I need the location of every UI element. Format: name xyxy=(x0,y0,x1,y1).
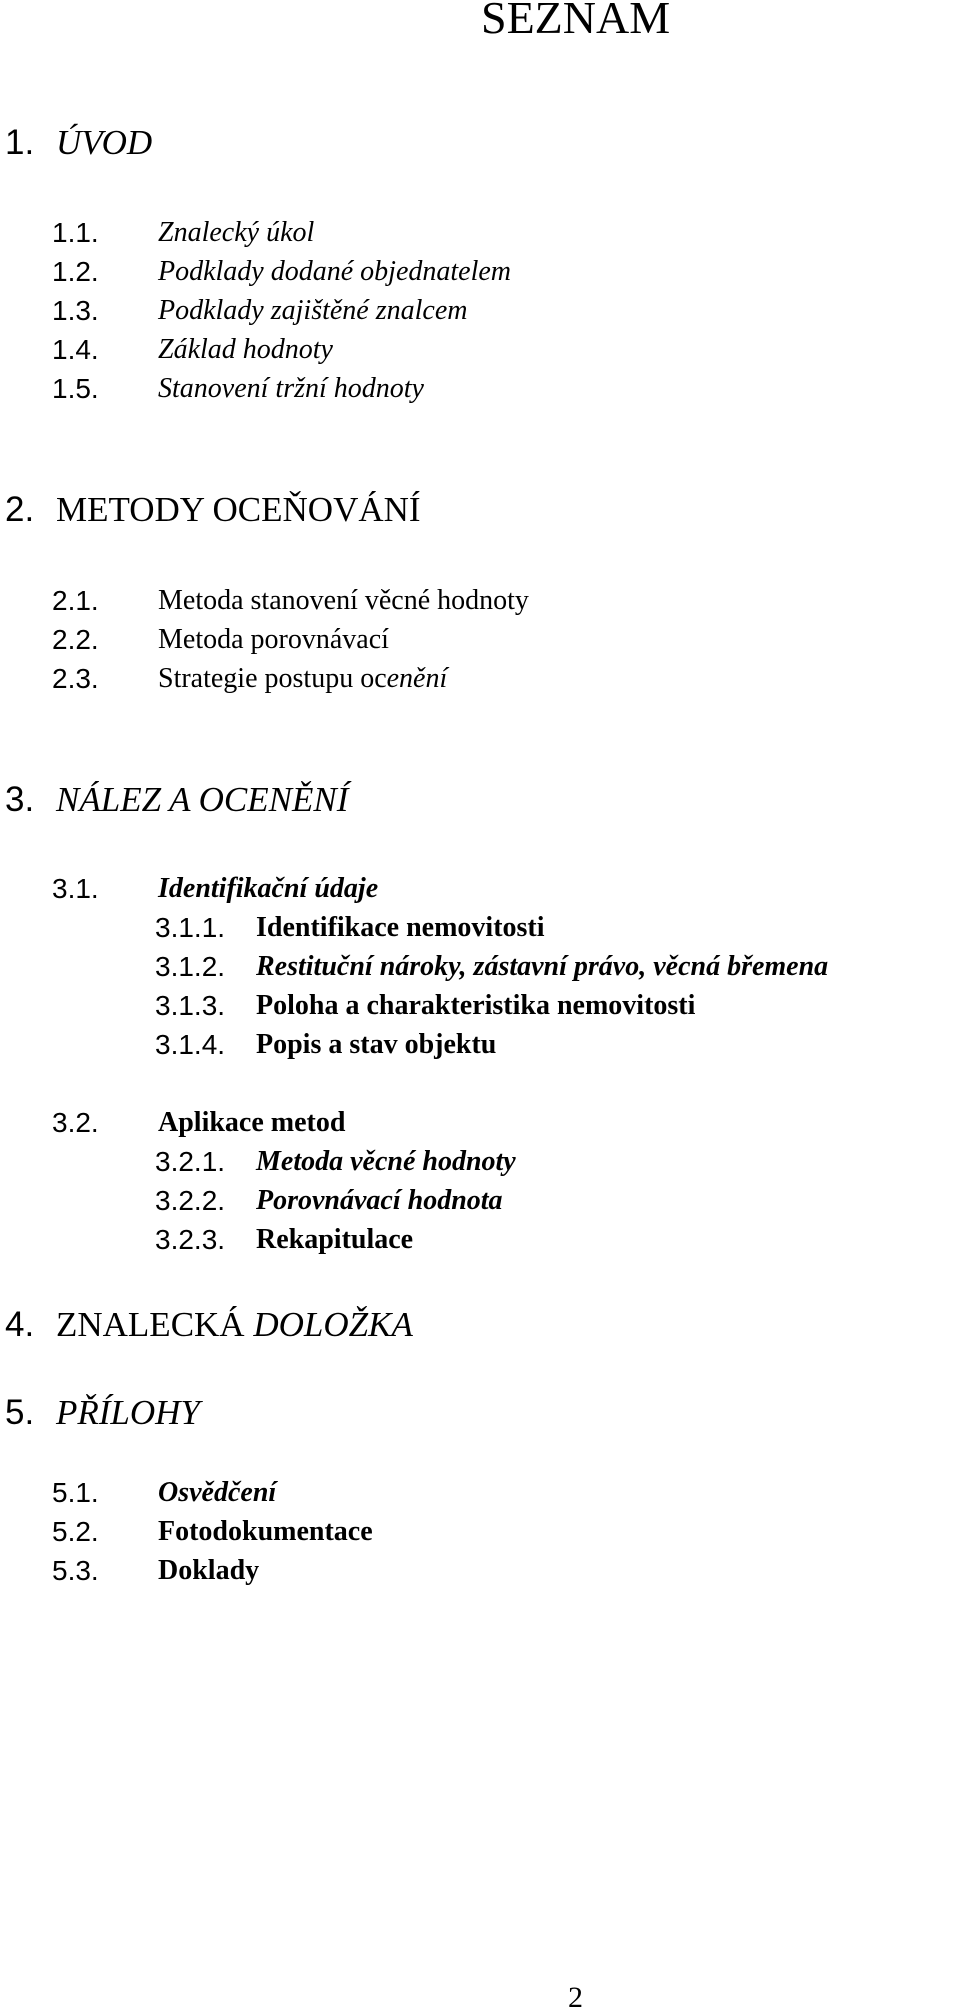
toc-entry-3-2-2 xyxy=(155,1184,960,1218)
toc-section-5 xyxy=(5,1393,765,1433)
toc-number: 3.1.2. xyxy=(155,951,226,982)
toc-section-3 xyxy=(5,780,765,820)
toc-title: Podklady dodané objednatelem xyxy=(158,256,512,287)
toc-number: 5.2. xyxy=(52,1516,99,1547)
toc-number: 3.2.2. xyxy=(155,1185,226,1216)
toc-number: 2.3. xyxy=(52,663,99,694)
toc-title: Porovnávací hodnota xyxy=(256,1185,503,1216)
toc-number: 1. xyxy=(5,123,35,162)
toc-number: 3.2.3. xyxy=(155,1224,226,1255)
toc-entry-1-1 xyxy=(52,216,912,250)
toc-number: 5.1. xyxy=(52,1477,99,1508)
toc-entry-3-1-3 xyxy=(155,989,960,1023)
toc-entry-5-2 xyxy=(52,1515,912,1549)
toc-title: Poloha a charakteristika nemovitosti xyxy=(256,990,696,1021)
page-title: SEZNAM xyxy=(481,0,671,43)
toc-title: METODY OCEŇOVÁNÍ xyxy=(56,490,421,529)
toc-section-4 xyxy=(5,1305,765,1345)
toc-title-part: Strategie postupu oc xyxy=(158,663,387,694)
page-number: 2 xyxy=(568,1981,583,2014)
toc-number: 1.5. xyxy=(52,373,99,404)
toc-number: 3.2. xyxy=(52,1107,99,1138)
toc-entry-1-4 xyxy=(52,333,912,367)
toc-number: 2.1. xyxy=(52,585,99,616)
toc-entry-3-2-1 xyxy=(155,1145,960,1179)
toc-entry-3-1-1 xyxy=(155,911,960,945)
toc-title: Doklady xyxy=(158,1555,260,1586)
toc-entry-3-2 xyxy=(52,1106,912,1140)
toc-title-part: DOLOŽKA xyxy=(253,1305,413,1344)
toc-number: 1.3. xyxy=(52,295,99,326)
toc-title: Rekapitulace xyxy=(256,1224,414,1255)
toc-title: Popis a stav objektu xyxy=(256,1029,497,1060)
toc-number: 1.2. xyxy=(52,256,99,287)
toc-title: Identifikační údaje xyxy=(158,873,379,904)
toc-title xyxy=(158,662,447,696)
toc-number: 1.4. xyxy=(52,334,99,365)
toc-title: Fotodokumentace xyxy=(158,1516,373,1547)
toc-number: 5. xyxy=(5,1393,35,1432)
toc-entry-2-3 xyxy=(52,662,912,696)
toc-title: Osvědčení xyxy=(158,1477,277,1508)
toc-entry-1-2 xyxy=(52,255,912,289)
toc-title: ÚVOD xyxy=(56,123,153,162)
toc-number: 3.1.1. xyxy=(155,912,226,943)
toc-entry-5-3 xyxy=(52,1554,912,1588)
toc-number: 3.1. xyxy=(52,873,99,904)
toc-title: NÁLEZ A OCENĚNÍ xyxy=(56,780,349,819)
toc-title: Metoda porovnávací xyxy=(158,624,389,655)
toc-entry-3-2-3 xyxy=(155,1223,960,1257)
toc-title: Aplikace metod xyxy=(158,1107,346,1138)
toc-title: PŘÍLOHY xyxy=(56,1393,200,1432)
toc-number: 3.2.1. xyxy=(155,1146,226,1177)
toc-title: Identifikace nemovitosti xyxy=(256,912,545,943)
toc-title: Znalecký úkol xyxy=(158,217,315,248)
toc-entry-3-1-2 xyxy=(155,950,960,984)
toc-entry-1-5 xyxy=(52,372,912,406)
toc-title-part: ZNALECKÁ xyxy=(56,1305,254,1344)
toc-title: Metoda stanovení věcné hodnoty xyxy=(158,585,529,616)
toc-title: Stanovení tržní hodnoty xyxy=(158,373,424,404)
toc-title: Podklady zajištěné znalcem xyxy=(158,295,468,326)
toc-number: 3.1.3. xyxy=(155,990,226,1021)
toc-number: 2.2. xyxy=(52,624,99,655)
toc-title-part: enění xyxy=(386,663,448,694)
toc-entry-2-2 xyxy=(52,623,912,657)
toc-section-2 xyxy=(5,490,765,530)
toc-title: Základ hodnoty xyxy=(158,334,333,365)
toc-title xyxy=(56,1305,413,1345)
toc-number: 5.3. xyxy=(52,1555,99,1586)
toc-entry-2-1 xyxy=(52,584,912,618)
toc-section-1 xyxy=(5,123,765,163)
toc-entry-1-3 xyxy=(52,294,912,328)
toc-entry-3-1-4 xyxy=(155,1028,960,1062)
toc-entry-5-1 xyxy=(52,1476,912,1510)
toc-number: 3.1.4. xyxy=(155,1029,226,1060)
toc-number: 4. xyxy=(5,1305,35,1344)
toc-title: Restituční nároky, zástavní právo, věcná břemena xyxy=(256,951,829,982)
toc-number: 2. xyxy=(5,490,35,529)
toc-number: 3. xyxy=(5,780,35,819)
toc-number: 1.1. xyxy=(52,217,99,248)
toc-entry-3-1 xyxy=(52,872,912,906)
toc-title: Metoda věcné hodnoty xyxy=(256,1146,516,1177)
